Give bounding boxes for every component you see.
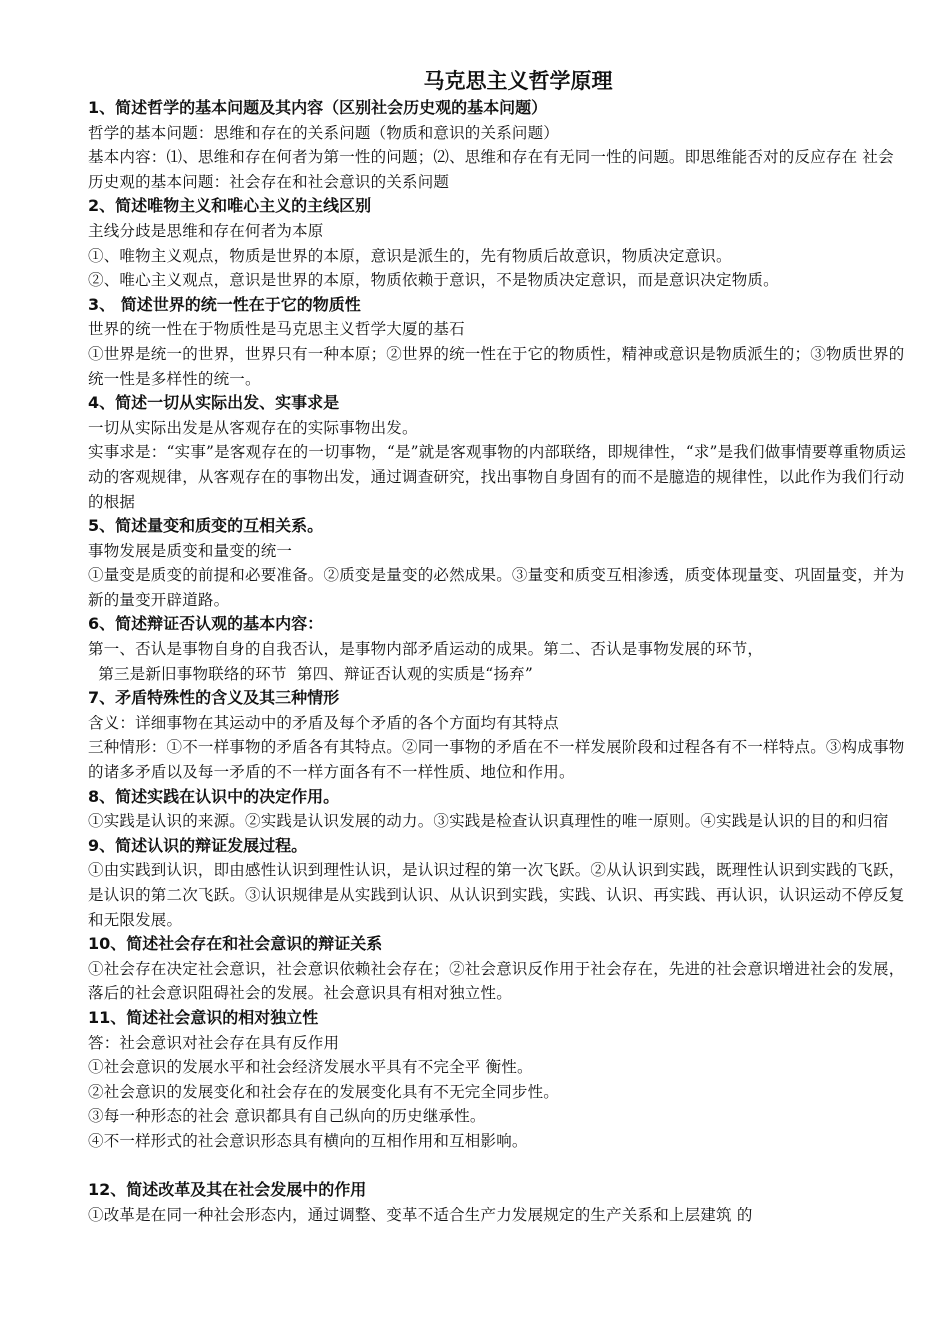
paragraph: ②社会意识的发展变化和社会存在的发展变化具有不无完全同步性。 xyxy=(88,1082,560,1101)
section-6 xyxy=(88,612,908,686)
paragraph: 三种情形：①不一样事物的矛盾各有其特点。②同一事物的矛盾在不一样发展阶段和过程各有不一样特点。③构成事物的诸多矛盾以及每一矛盾的不一样方面各有不一样性质、地位和作用。 xyxy=(88,738,905,782)
section-12 xyxy=(88,1178,908,1227)
paragraph: 事物发展是质变和量变的统一 xyxy=(88,541,293,560)
paragraph: 主线分歧是思维和存在何者为本原 xyxy=(88,221,324,240)
paragraph: ①、唯物主义观点，物质是世界的本原，意识是派生的，先有物质后故意识，物质决定意识。 xyxy=(88,246,732,265)
section-heading: 10、简述社会存在和社会意识的辩证关系 xyxy=(88,934,383,954)
blank-line xyxy=(88,1154,908,1179)
section-heading: 1、简述哲学的基本问题及其内容（区别社会历史观的基本问题） xyxy=(88,98,548,117)
section-11 xyxy=(88,1006,908,1154)
section-4 xyxy=(88,391,908,514)
section-5 xyxy=(88,514,908,612)
section-10 xyxy=(88,932,908,1006)
paragraph: 基本内容：⑴、思维和存在何者为第一性的问题；⑵、思维和存在有无同一性的问题。即思维能否对的反应存在 社会历史观的基本问题：社会存在和社会意识的关系问题 xyxy=(88,148,894,191)
section-1 xyxy=(88,96,908,194)
paragraph: ①改革是在同一种社会形态内，通过调整、变革不适合生产力发展规定的生产关系和上层建筑 的 xyxy=(88,1205,753,1224)
paragraph: 第三是新旧事物联络的环节 第四、辩证否认观的实质是“扬弃” xyxy=(88,664,533,683)
section-heading: 4、简述一切从实际出发、实事求是 xyxy=(88,393,340,413)
paragraph: ④不一样形式的社会意识形态具有横向的互相作用和互相影响。 xyxy=(88,1131,528,1150)
section-heading: 3、 简述世界的统一性在于它的物质性 xyxy=(88,294,361,314)
section-heading: 12、简述改革及其在社会发展中的作用 xyxy=(88,1180,367,1200)
section-heading: 8、简述实践在认识中的决定作用。 xyxy=(88,786,340,806)
section-9 xyxy=(88,834,908,932)
paragraph: ①量变是质变的前提和必要准备。②质变是量变的必然成果。③量变和质变互相渗透，质变体现量变、巩固量变，并为新的量变开辟道路。 xyxy=(88,566,905,609)
paragraph: ①社会存在决定社会意识，社会意识依赖社会存在；②社会意识反作用于社会存在，先进的社会意识增进社会的发展，落后的社会意识阻碍社会的发展。社会意识具有相对独立性。 xyxy=(88,959,905,1003)
section-heading: 6、简述辩证否认观的基本内容： xyxy=(88,614,324,634)
section-3 xyxy=(88,293,908,391)
paragraph: 哲学的基本问题：思维和存在的关系问题（物质和意识的关系问题） xyxy=(88,123,560,142)
paragraph: 一切从实际出发是从客观存在的实际事物出发。 xyxy=(88,418,418,437)
paragraph: ②、唯心主义观点，意识是世界的本原，物质依赖于意识，不是物质决定意识，而是意识决定物质。 xyxy=(88,271,779,290)
paragraph: ①实践是认识的来源。②实践是认识发展的动力。③实践是检查认识真理性的唯一原则。④实践是认识的目的和归宿 xyxy=(88,812,889,831)
paragraph: ①社会意识的发展水平和社会经济发展水平具有不完全平 衡性。 xyxy=(88,1058,533,1077)
paragraph: 含义：详细事物在其运动中的矛盾及每个矛盾的各个方面均有其特点 xyxy=(88,713,560,732)
paragraph: 第一、否认是事物自身的自我否认，是事物内部矛盾运动的成果。第二、否认是事物发展的环节， xyxy=(88,640,764,659)
paragraph: ①世界是统一的世界，世界只有一种本原；②世界的统一性在于它的物质性，精神或意识是物质派生的；③物质世界的统一性是多样性的统一。 xyxy=(88,344,905,388)
paragraph: 实事求是：“实事”是客观存在的一切事物，“是”就是客观事物的内部联络，即规律性，“求”是我们做事情要尊重物质运动的客观规律，从客观存在的事物出发，通过调查研究，找出事物自身固有的而不是臆造的规律性，以此作为我们行动的根据 xyxy=(88,443,907,511)
section-heading: 9、简述认识的辩证发展过程。 xyxy=(88,835,308,855)
section-heading: 2、简述唯物主义和唯心主义的主线区别 xyxy=(88,196,372,216)
paragraph: ③每一种形态的社会 意识都具有自己纵向的历史继承性。 xyxy=(88,1107,486,1126)
paragraph: ①由实践到认识，即由感性认识到理性认识，是认识过程的第一次飞跃。②从认识到实践，既理性认识到实践的飞跃，是认识的第二次飞跃。③认识规律是从实践到认识、从认识到实践，实践、认识、再实践、再认识，认识运动不停反复和无限发展。 xyxy=(88,861,905,929)
section-7 xyxy=(88,686,908,784)
section-heading: 11、简述社会意识的相对独立性 xyxy=(88,1007,319,1027)
paragraph: 世界的统一性在于物质性是马克思主义哲学大厦的基石 xyxy=(88,320,465,339)
paragraph: 答：社会意识对社会存在具有反作用 xyxy=(88,1033,340,1052)
section-heading: 5、简述量变和质变的互相关系。 xyxy=(88,516,324,536)
document-title: 马克思主义哲学原理 xyxy=(423,69,613,93)
section-2 xyxy=(88,194,908,292)
section-8 xyxy=(88,785,908,834)
section-heading: 7、矛盾特殊性的含义及其三种情形 xyxy=(88,688,340,708)
